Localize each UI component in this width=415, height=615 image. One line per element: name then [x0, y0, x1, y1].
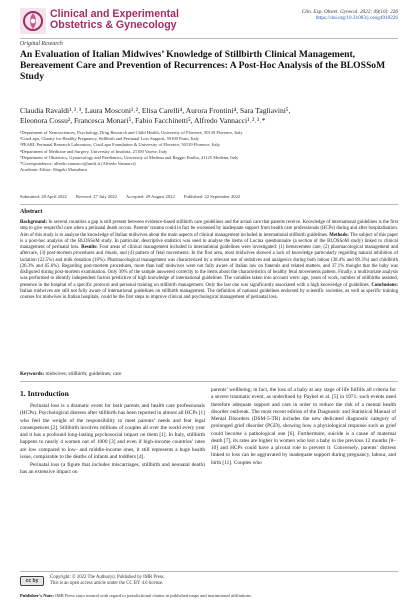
footer-divider — [20, 571, 398, 572]
abstract-body — [20, 220, 398, 301]
date-accepted: Accepted: 29 August 2022 — [125, 194, 175, 199]
affiliations — [20, 130, 400, 173]
date-revised: Revised: 27 July 2022 — [76, 194, 117, 199]
intro-paragraph: parents’ wellbeing; in fact, the loss of a baby at any stage of life fulfills all criteria for a severe traumatic event, as underlined by Paykel et al. [5] in 1971; such events need therefore adequate support and care in order to reduce the risk of a mental health disorder outbreak. The most recent edition of the Diagnostic and Statistical Manual of Mental Disorders (DSM-5-TR) includes the new dedicated diagnostic category of prolonged grief disorder (PGD), showing how a physiological response such as grief could become a pathological one [6]. Furthermore, suicide is a cause of maternal death [7], its rates are higher in women who lost a baby in the previous 12 months [8–10] and HCPs could have a pivotal role to prevent it. Conversely, parents’ distress linked to loss can be aggravated by inadequate support during pregnancy, labour, and birth [11]. Couples who — [211, 387, 396, 466]
header-divider — [20, 38, 398, 39]
abstract-background: In several countries a gap is still present between evidence-based stillbirth care guidelines and the actual care that parents receive. Knowledge of international guidelines is the first step to give respectful care when a perinatal death occurs. Parents’ trauma could in fact be worsened by inadequate support from health care professionals (HCPs) during and after hospitalisation. Aim of this study is to analyse the knowledge of Italian midwives about the main aspects of clinical management included in international stillbirth guidelines. — [20, 220, 398, 238]
date-submitted: Submitted: 28 April 2022 — [20, 194, 67, 199]
introduction-heading: 1. Introduction — [20, 389, 69, 398]
journal-logo-icon — [20, 8, 46, 34]
copyright: Copyright: © 2022 The Author(s). Published by IMR Press. — [50, 575, 165, 580]
keywords-label: Keywords: — [20, 371, 45, 377]
article-dates — [20, 194, 248, 199]
citation: Clin. Exp. Obstet. Gynecol. 2022; 49(10): 226 — [301, 9, 398, 15]
publisher-note-label: Publisher’s Note: — [20, 593, 54, 598]
cc-license-badge[interactable]: cc by — [20, 576, 44, 586]
intro-paragraph: Perinatal loss is a dramatic event for both parents and health care professionals (HCPs). Psychological distress after stillbirth has been reported in almost all HCPs [1] who feel the weight of the responsibility to meet parents’ needs and fear legal consequences [2]. Stillbirth involves millions of couples all over the world every year and it has a profound long-lasting psychosocial impact on them [1]. In Italy, stillbirth happens to nearly 4 women out of 1000 [3] and even if high-income countries’ rates are low compared to low- and middle-income ones, it still represents a huge health issue, comparable to the deaths of infants and toddlers [4]. — [20, 403, 205, 460]
journal-header — [20, 6, 398, 36]
abstract-heading: Abstract — [20, 209, 43, 215]
correspondence[interactable]: *Correspondence: alfredo.vannacci@unifi.it (Alfredo Vannacci) — [20, 161, 136, 167]
abstract-results-label: Results: — [81, 245, 98, 250]
abstract-divider — [20, 204, 398, 205]
abstract-methods-label: Methods: — [329, 232, 349, 238]
affiliation: ⁴Department of Medicine and Surgery, University of Insubria, 21100 Varese, Italy — [20, 148, 168, 154]
authors-line: Eleonora Cossu², Francesca Monari⁵, Fabio Facchinetti⁵, Alfredo Vannacci¹˒²˒³˒* — [20, 116, 266, 125]
author-list — [20, 106, 398, 126]
authors-line: Claudia Ravaldi¹˒²˒³, Laura Mosconi¹˒², Elisa Carelli⁴, Aurora Frontini⁴, Sara Tagliavini⁵, — [20, 106, 291, 115]
journal-name: Clinical and Experimental Obstetrics & Gynecology — [50, 8, 179, 31]
article-title: An Evaluation of Italian Midwives’ Knowledge of Stillbirth Clinical Management, Bereavement Care and Prevention of Recurrences: A Post-Hoc Analysis of the BLOSSoM Study — [20, 49, 386, 82]
keywords — [20, 371, 121, 377]
body-column-right — [211, 387, 396, 468]
abstract-conclusions: Italian midwives are still not fully aware of international guidelines on stillbirth management. The definition of national guidelines endorsed by scientific societies, as well as specific training courses for midwives in Italian hospitals, could be the first steps to improve clinical and psychological management of perinatal loss. — [20, 288, 398, 300]
body-divider — [20, 381, 398, 382]
abstract-background-label: Background: — [20, 220, 48, 225]
publisher-note-text: IMR Press stays neutral with regard to jurisdictional claims in published maps and institutional affiliations. — [53, 593, 252, 598]
abstract-methods: The subject of this paper is a post-hoc analysis of the BLOSSoM study. In particular, descriptive statistics was used to analyse the items of Lucina questionnaire (a section of the BLOSSoM study) linked to clinical management of perinatal loss. — [20, 232, 399, 250]
body-column-left — [20, 403, 205, 478]
abstract-results: Four areas of clinical management included in international guidelines were investigated: (1) bereavement care, (2) pharmacological management and aftercare, (3) post-mortem procedures and rituals, and (4) pattern of fetal movements. In the first area, most midwives showed a lack of knowledge particularly regarding natural inhibition of lactation (22.5%) and milk donation (18%). Pharmacological management was characterized by a relevant use of sedatives and analgesics during both labour (38.4% and 89.3%) and childbirth (26.3% and 65.6%). Regarding post-mortem procedures, more than half midwives were not fully aware of Italian law on funerals and related matters, and 37.1% thought that the baby was disfigured during post-mortem examination. Only 30% of the sample answered correctly to the items about the characteristics of healthy fetal movements pattern. Finally, a multivariate analysis was performed to identify independent factors predictive of high knowledge of international guidelines. The variables taken into account were: age, years of work, number of stillbirths assisted, presence in the hospital of a specific protocol and personal training on stillbirth management. Only the last one was significantly associated with a high knowledge of guidelines. — [20, 245, 398, 288]
affiliation: ³PEARL Perinatal Research Laboratory, CiaoLapo Foundation & University of Florence, 50139 Florence, Italy — [20, 142, 220, 148]
affiliation: ²CiaoLapo, Charity for Healthy Pregnancy, Stillbirth and Perinatal Loss Support, 59100 Prato, Italy — [20, 136, 200, 142]
copyright-block — [50, 575, 165, 587]
article-type: Original Research — [20, 41, 63, 47]
academic-editor: Academic Editor: Shigeki Matsubara — [20, 167, 87, 173]
affiliation: ⁵Department of Obstetrics, Gynaecology and Paediatrics, University of Modena and Reggio Emilia, 41125 Modena, Italy — [20, 154, 239, 160]
affiliation: ¹Department of Neurosciences, Psychology, Drug Research and Child Health, University of Florence, 50139 Florence, Italy — [20, 130, 243, 135]
intro-paragraph: Perinatal loss (a figure that includes miscarriages, stillbirth and neonatal death) has an extensive impact on — [20, 462, 205, 476]
abstract-conclusions-label: Conclusions: — [371, 282, 398, 288]
doi-link[interactable]: https://doi.org/10.31083/j.ceog4910226 — [315, 15, 398, 22]
license-note: This is an open access article under the CC BY 4.0 license. — [50, 581, 164, 587]
publisher-note — [20, 593, 252, 598]
citation-block — [302, 9, 398, 22]
date-published: Published: 22 September 2022 — [183, 194, 241, 199]
keywords-list: midwives; stillbirth; guidelines; care — [44, 371, 122, 377]
